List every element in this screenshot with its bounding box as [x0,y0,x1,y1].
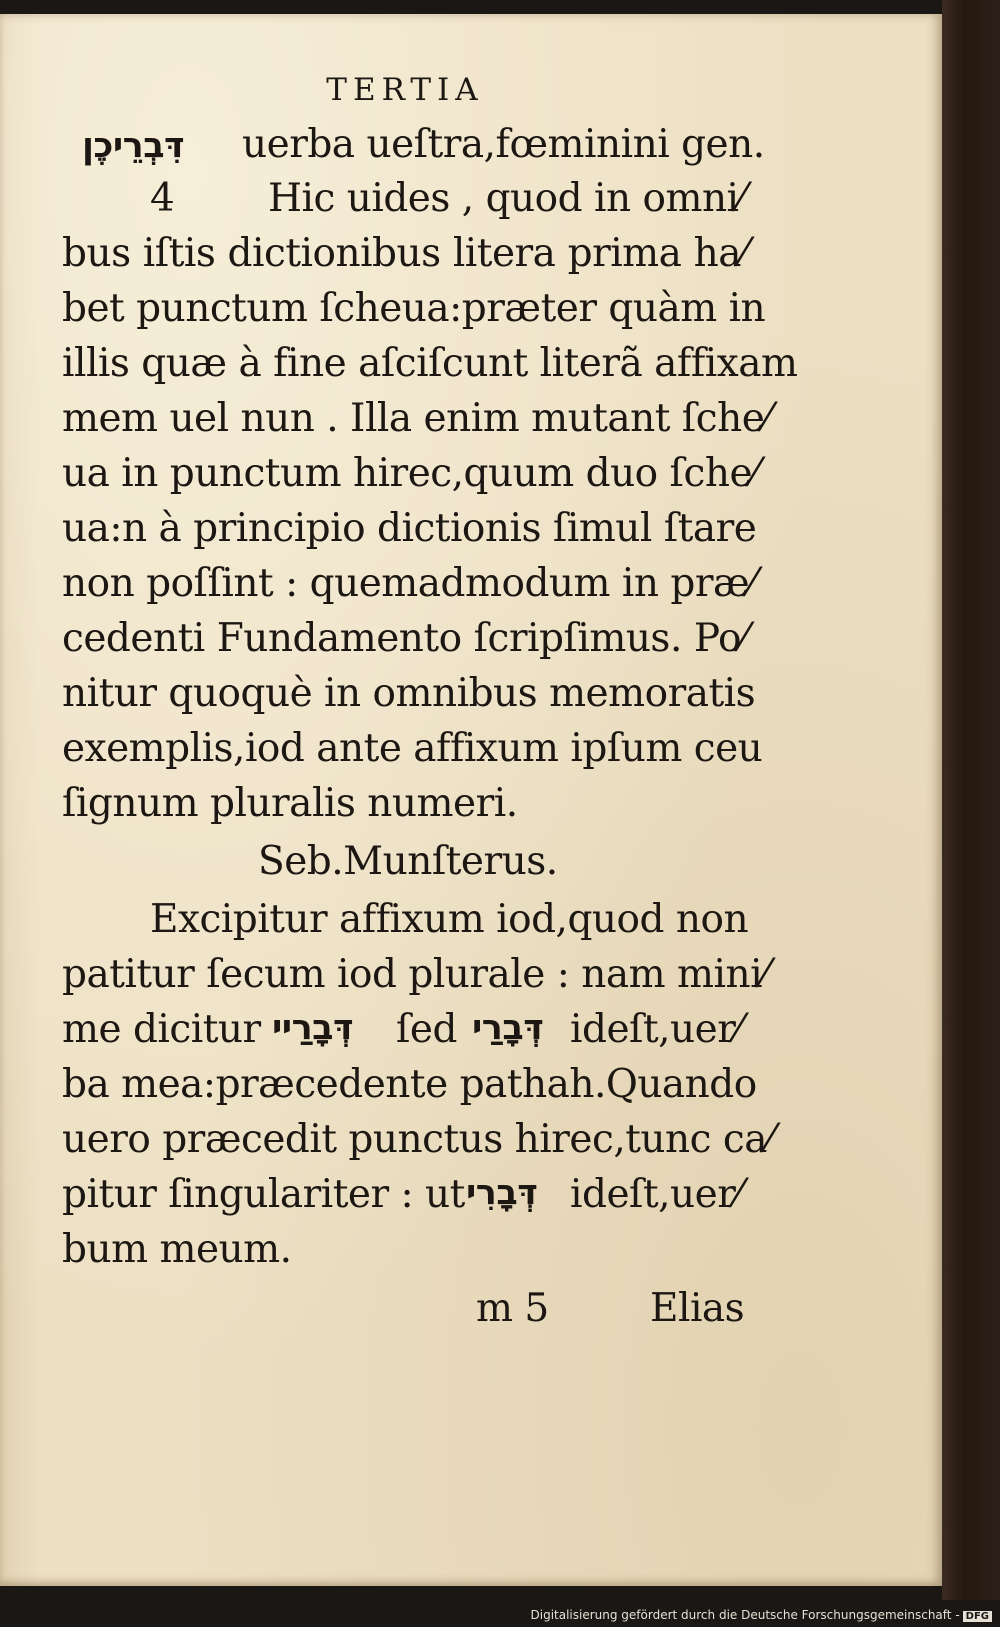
para2-line-1: Excipitur affixum iod,quod non [150,897,749,942]
dfg-logo: DFG [963,1611,992,1622]
hebrew-word: דְּבָרִי [466,1173,538,1213]
text-line-2: bus iſtis dictionibus litera prima ha⁄ [62,231,747,276]
author-name: Seb.Munſterus. [258,839,558,884]
paragraph-number: 4 [150,176,175,221]
book-page [0,14,942,1586]
para2-line-3-a: me dicitur [62,1007,261,1052]
text-line-11: exemplis,iod ante affixum ipſum ceu [62,726,763,771]
para2-line-2: patitur ſecum iod plurale : nam mini⁄ [62,952,769,997]
para2-line-6-a: pitur ſingulariter : ut [62,1172,465,1217]
gloss-line: uerba ueſtra,fœminini gen. [242,122,765,167]
text-line-3: bet punctum ſcheua:præter quàm in [62,286,766,331]
para2-line-3-c: ideſt,uer⁄ [570,1007,742,1052]
para2-line-6-b: ideſt,uer⁄ [570,1172,742,1217]
text-line-10: nitur quoquè in omnibus memoratis [62,671,756,716]
text-line-1: Hic uides , quod in omni⁄ [268,176,745,221]
para2-line-4: ba mea:præcedente pathah.Quando [62,1062,757,1107]
text-line-7: ua:n à principio dictionis ſimul ſtare [62,506,757,551]
text-line-6: ua in punctum hirec,quum duo ſche⁄ [62,451,759,496]
hebrew-word: דְּבָרַי [472,1008,544,1048]
text-line-9: cedenti Fundamento ſcripſimus. Po⁄ [62,616,747,661]
signature-mark: m 5 [476,1286,549,1331]
hebrew-word: דִּבְרֵיכֶן [82,126,185,166]
digitization-credit: Digitalisierung gefördert durch die Deutsche Forschungsgemeinschaft - DFG [531,1608,993,1622]
text-line-4: illis quæ à fine aſciſcunt literã affixam [62,341,798,386]
text-line-12: ſignum pluralis numeri. [62,781,518,826]
hebrew-word: דְּבָרַיי [272,1008,354,1048]
text-line-8: non poſſint : quemadmodum in præ⁄ [62,561,756,606]
para2-line-7: bum meum. [62,1227,292,1272]
para2-line-5: uero præcedit punctus hirec,tunc ca⁄ [62,1117,773,1162]
para2-line-3-b: ſed [396,1007,457,1052]
book-edge [942,0,1000,1627]
catchword: Elias [650,1286,745,1331]
running-header: TERTIA [326,72,484,108]
text-line-5: mem uel nun . Illa enim mutant ſche⁄ [62,396,771,441]
